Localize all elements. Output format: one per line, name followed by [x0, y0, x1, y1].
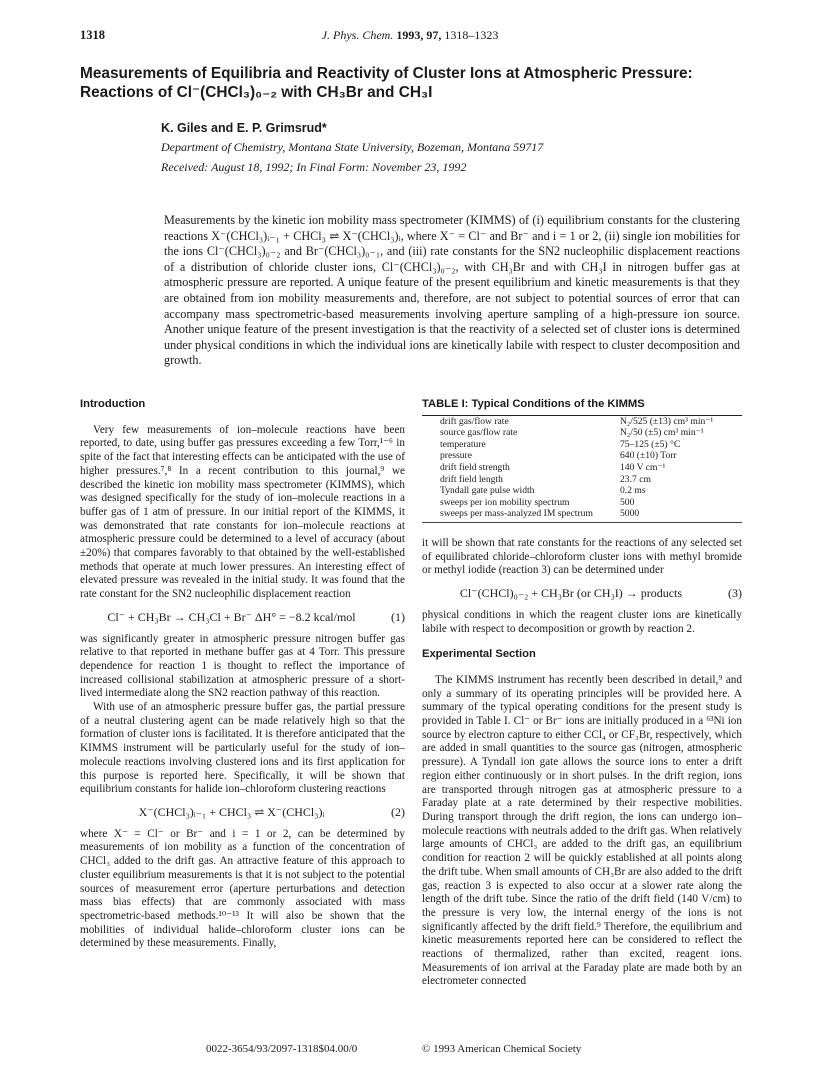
authors: K. Giles and E. P. Grimsrud*: [161, 121, 327, 135]
table-cell-value: 140 V cm⁻¹: [620, 462, 666, 474]
equation-1-body: Cl⁻ + CH₃Br → CH₃Cl + Br⁻ ΔH° = −8.2 kcal/mol: [107, 609, 356, 624]
right-paragraph-2: physical conditions in which the reagent cluster ions are kinetically labile with respect to decomposition or growth by reaction 2.: [422, 608, 742, 635]
table-cell-value: 500: [620, 496, 635, 508]
table-cell-parameter: Tyndall gate pulse width: [440, 485, 535, 497]
table-row: [422, 474, 742, 486]
experimental-heading: Experimental Section: [422, 648, 536, 661]
equation-2-number: (2): [391, 804, 405, 819]
equation-3: [422, 587, 742, 601]
right-column: [422, 398, 742, 989]
table-cell-value: 5000: [620, 508, 640, 520]
table-cell-parameter: drift field length: [440, 473, 503, 485]
conditions-table-body: [422, 416, 742, 523]
equation-3-body: Cl⁻(CHCl)₀₋₂ + CH₃Br (or CH₃I) → products: [459, 586, 683, 601]
table-row: [422, 427, 742, 439]
table-cell-parameter: sweeps per mass-analyzed IM spectrum: [440, 508, 593, 520]
table-cell-value: 640 (±10) Torr: [620, 450, 677, 462]
page-number: 1318: [80, 28, 105, 42]
year-volume: 1993, 97,: [396, 28, 442, 42]
table-cell-value: 75–125 (±5) °C: [620, 438, 681, 450]
table-bottom-rule: [422, 522, 742, 523]
table-title: TABLE I: Typical Conditions of the KIMMS: [422, 398, 645, 410]
affiliation: Department of Chemistry, Montana State University, Bozeman, Montana 59717: [161, 140, 544, 154]
table-cell-value: 23.7 cm: [620, 473, 651, 485]
table-row: [422, 450, 742, 462]
left-column: [80, 398, 405, 951]
introduction-heading: Introduction: [80, 398, 146, 410]
equation-1: [80, 611, 405, 625]
equation-1-number: (1): [391, 609, 405, 624]
running-header: [0, 28, 820, 43]
table-cell-parameter: drift gas/flow rate: [440, 415, 509, 427]
table-row: [422, 462, 742, 474]
footer-code: 0022-3654/93/2097-1318$04.00/0: [206, 1043, 358, 1055]
equation-2-body: X⁻(CHCl₃)ᵢ₋₁ + CHCl₃ ⇌ X⁻(CHCl₃)ᵢ: [138, 804, 325, 819]
table-bottom-rule-row: [422, 520, 742, 523]
table-cell-parameter: source gas/flow rate: [440, 427, 518, 439]
intro-paragraph-2: was significantly greater in atmospheric pressure nitrogen buffer gas relative to that reported in methane buffer gas at 4 Torr. This pressure dependence for reaction 1 is thought to reflect the importance of increased collisional stabilization at atmospheric pressure of a short-lived intermediate along the SN2 reaction pathway of this reaction.: [80, 632, 405, 700]
right-paragraph-1: it will be shown that rate constants for the reactions of any selected set of equilibrated chloride–chloroform cluster ions with methyl bromide or methyl iodide (reaction 3) can be determined under: [422, 537, 742, 577]
table-row: [422, 497, 742, 509]
table-cell-parameter: pressure: [440, 450, 472, 462]
table-cell-parameter: drift field strength: [440, 462, 510, 474]
footer-copyright: © 1993 American Chemical Society: [422, 1043, 582, 1055]
table-row: [422, 485, 742, 497]
experimental-paragraph: The KIMMS instrument has recently been described in detail,⁹ and only a summary of its operating principles will be provided here. A summary of the typical operating conditions for the present study is provided in Table I. Cl⁻ or Br⁻ ions are initially produced in a ⁶³Ni ion source by electron capture to either CCl₄ or CF₃Br, respectively, which are added in small quantities to the source gas (nitrogen, atmospheric pressure). A Tyndall ion gate allows the source ions to enter a drift region either continuously or in short pulses. In the drift region, ions are transported through nitrogen gas at atmospheric pressure to a Faraday plate at a rate determined by their respective mobilities. During transport through the drift region, the ions can undergo ion–molecule reactions with neutrals added to the drift gas. When relatively large amounts of CHCl₃ are added to the drift gas, an equilibrium condition for reaction 2 will be quickly established at all points along the drift tube. When small amounts of CH₃Br are also added to the drift gas, reaction 3 is expected to also occur at a slower rate along the length of the drift tube. Since the ratio of the drift field (140 V/cm) to the pressure is very low, the internal energy of the ions is not significantly affected by the drift field.⁹ Therefore, the equilibrium and kinetic measurements reported here can be considered to reflect the reactions of thermalized, rather than excited, reagent ions. Measurements of ion arrival at the Faraday plate are made both by an electrometer connected: [422, 673, 742, 988]
table-cell-value: 0.2 ms: [620, 485, 646, 497]
equation-3-number: (3): [728, 586, 742, 601]
intro-paragraph-3: With use of an atmospheric pressure buffer gas, the partial pressure of a neutral clustering agent can be made relatively high so that the formation of cluster ions is facilitated. It is therefore anticipated that the KIMMS instrument will be particularly useful for the study of ion–molecule reactions involving clustered ions and its first application for this purpose is reported here. Specifically, it will be shown that equilibrium constants for halide ion–chloroform clustering reactions: [80, 701, 405, 796]
intro-paragraph-1: Very few measurements of ion–molecule reactions have been reported, to date, using buffer gas pressures exceeding a few Torr,¹⁻⁶ in spite of the fact that interesting effects can be anticipated with the use of higher pressures.⁷,⁸ In a recent contribution to this journal,⁹ we described the kinetic ion mobility mass spectrometer (KIMMS), which was designed specifically for the study of ion–molecule reactions in a buffer gas of 1 atm of pressure. In our initial report of the KIMMS, it was demonstrated that rate constants for ion–molecule reactions at atmospheric pressure could be determined to a level of accuracy (about ±20%) that compares favorably to that obtained by the well-established methods that operate at much lower pressures. An interesting effect of elevated pressure was revealed in the initial study. It was found that the rate constant for the SN2 nucleophilic displacement reaction: [80, 423, 405, 601]
conditions-table: [422, 416, 742, 523]
table-cell-parameter: temperature: [440, 438, 486, 450]
received-dates: Received: August 18, 1992; In Final Form: November 23, 1992: [161, 160, 467, 174]
abstract: Measurements by the kinetic ion mobility mass spectrometer (KIMMS) of (i) equilibrium constants for the clustering reactions X⁻(CHCl₃)ᵢ₋₁ + CHCl₃ ⇌ X⁻(CHCl₃)ᵢ, where X⁻ = Cl⁻ and Br⁻ and i = 1 or 2, (ii) single ion mobilities for the ions Cl⁻(CHCl₃)₀₋₂ and Br⁻(CHCl₃)₀₋₁, and (iii) rate constants for the SN2 nucleophilic displacement reactions of a distribution of chloride cluster ions, Cl⁻(CHCl₃)₀₋₂, with CH₃Br and with CH₃I in nitrogen buffer gas at atmospheric pressure are reported. A unique feature of the present equilibrium and kinetic measurements is that they are obtained from ion mobility measurements and, therefore, are not subject to potential sources of error that can accompany mass spectrometric-based measurements involving aperture sampling of a high-pressure ion source. Another unique feature of the present investigation is that the reactivity of a selected set of cluster ions is determined under physical conditions in which the individual ions are kinetically labile with respect to cluster decomposition and growth.: [164, 213, 740, 368]
table-row: [422, 416, 742, 428]
article-title: Measurements of Equilibria and Reactivity of Cluster Ions at Atmospheric Pressure: Reactions of Cl⁻(CHCl₃)₀₋₂ with CH₃Br and CH₃I: [80, 65, 693, 101]
table-cell-value: N₂/525 (±13) cm³ min⁻¹: [620, 415, 714, 427]
journal-name: J. Phys. Chem.: [321, 28, 394, 42]
table-cell-parameter: sweeps per ion mobility spectrum: [440, 496, 570, 508]
intro-paragraph-4: where X⁻ = Cl⁻ or Br⁻ and i = 1 or 2, can be determined by measurements of ion mobility as a function of the concentration of CHCl₃ added to the drift gas. An attractive feature of this approach to cluster equilibrium measurements is that it is not subject to the potential sources of measurement error (aperture perturbations and detection mass bias effects) that are commonly associated with mass spectrometric-based methods.¹⁰⁻¹³ It will also be shown that the mobilities of individual halide–chloroform cluster ions can be determined by these measurements. Finally,: [80, 827, 405, 950]
table-row: [422, 439, 742, 451]
table-cell-value: N₂/50 (±5) cm³ min⁻¹: [620, 427, 704, 439]
equation-2: [80, 806, 405, 820]
table-row: [422, 508, 742, 520]
page-range: 1318–1323: [444, 28, 499, 42]
